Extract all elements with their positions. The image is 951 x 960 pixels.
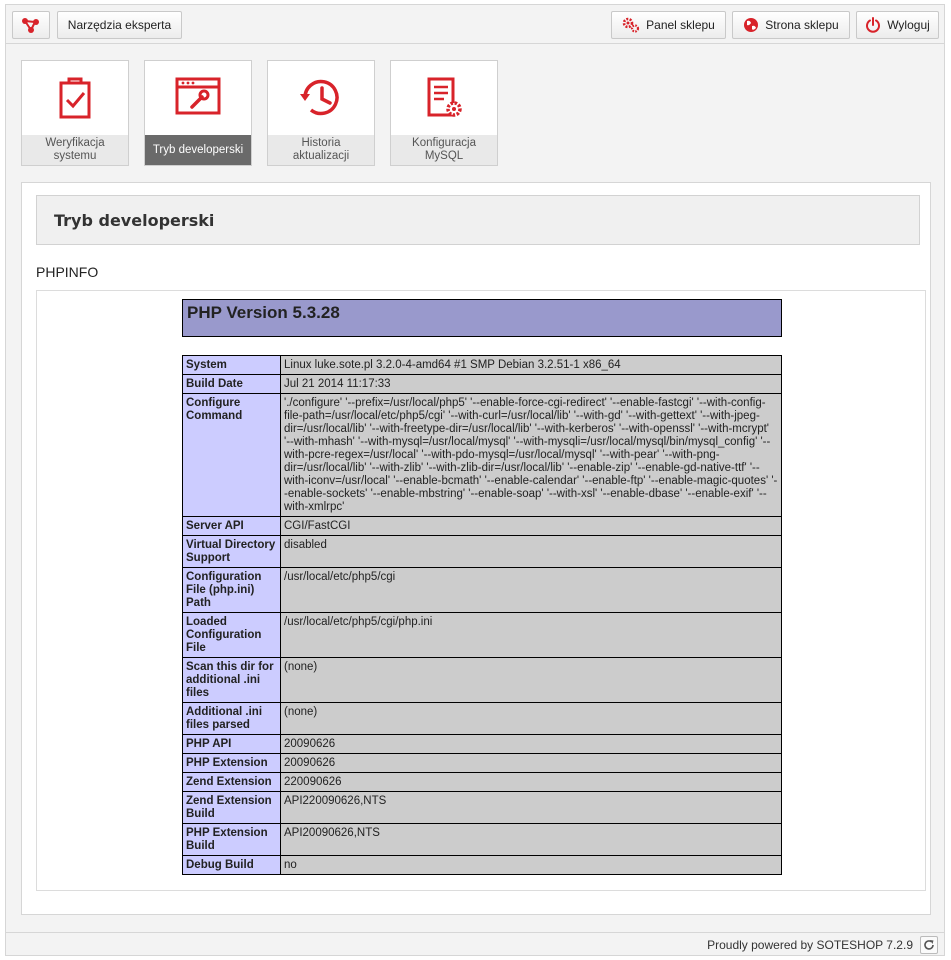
phpinfo-table xyxy=(182,355,782,875)
phpinfo-row xyxy=(183,754,782,773)
phpinfo-key: Virtual Directory Support xyxy=(183,536,281,568)
tile-label: Historia aktualizacji xyxy=(268,135,374,165)
phpinfo-value: Jul 21 2014 11:17:33 xyxy=(281,375,782,394)
gears-icon xyxy=(622,17,640,33)
shop-site-label: Strona sklepu xyxy=(765,18,839,32)
refresh-button[interactable] xyxy=(920,936,938,954)
shop-site-button[interactable] xyxy=(732,11,850,39)
phpinfo-row xyxy=(183,517,782,536)
phpinfo-row xyxy=(183,792,782,824)
phpinfo-value: (none) xyxy=(281,703,782,735)
shop-panel-button[interactable] xyxy=(611,11,726,39)
phpinfo-key: Build Date xyxy=(183,375,281,394)
tile-developer-mode[interactable] xyxy=(144,60,252,166)
phpinfo-row xyxy=(183,568,782,613)
history-icon xyxy=(297,75,345,121)
phpinfo-key: Loaded Configuration File xyxy=(183,613,281,658)
refresh-icon xyxy=(923,939,935,951)
expert-tools-button[interactable] xyxy=(57,11,182,39)
tile-mysql-config[interactable] xyxy=(390,60,498,166)
tile-label: Tryb developerski xyxy=(145,135,251,165)
power-icon xyxy=(865,17,881,33)
phpinfo-frame[interactable] xyxy=(36,290,926,891)
phpinfo-key: PHP Extension Build xyxy=(183,824,281,856)
top-toolbar xyxy=(5,4,945,44)
logo-button[interactable] xyxy=(12,11,50,39)
phpinfo-row xyxy=(183,735,782,754)
tile-label: Weryfikacja systemu xyxy=(22,135,128,165)
tile-label: Konfiguracja MySQL xyxy=(391,135,497,165)
phpinfo-key: Debug Build xyxy=(183,856,281,875)
footer xyxy=(5,932,945,956)
phpinfo-row xyxy=(183,824,782,856)
phpinfo-row xyxy=(183,613,782,658)
phpinfo-key: Zend Extension xyxy=(183,773,281,792)
phpinfo-value: /usr/local/etc/php5/cgi/php.ini xyxy=(281,613,782,658)
tile-system-verification[interactable] xyxy=(21,60,129,166)
phpinfo-value: 20090626 xyxy=(281,754,782,773)
phpinfo-value: (none) xyxy=(281,658,782,703)
phpinfo-value: './configure' '--prefix=/usr/local/php5' '--enable-force-cgi-redirect' '--enable-fastcgi' '--with-config-file-path=/usr/local/etc/php5/cgi' '--with-curl=/usr/local/lib' '--with-gd' '--with-gettext' '--with-jpeg-dir=/usr/local/lib' '--with-freetype-dir=/usr/local/lib' '--with-kerberos' '--with-openssl' '--with-mcrypt' '--with-mhash' '--with-mysql=/usr/local/mysql' '--with-mysqli=/usr/local/mysql/bin/mysql_config' '--with-pcre-regex=/usr/local' '--with-pdo-mysql=/usr/local/mysql' '--with-pear' '--with-png-dir=/usr/local/lib' '--with-zlib' '--with-zlib-dir=/usr/local/lib' '--enable-zip' '--enable-gd-native-ttf' '--with-iconv=/usr/local' '--enable-bcmath' '--enable-calendar' '--enable-ftp' '--enable-magic-quotes' '--enable-sockets' '--enable-mbstring' '--enable-soap' '--with-xsl' '--enable-dbase' '--enable-exif' '--with-xmlrpc' xyxy=(281,394,782,517)
phpinfo-row xyxy=(183,703,782,735)
php-version-header: PHP Version 5.3.28 xyxy=(182,299,782,337)
phpinfo-value: API20090626,NTS xyxy=(281,824,782,856)
logout-label: Wyloguj xyxy=(887,18,930,32)
clipboard-check-icon xyxy=(53,75,97,121)
phpinfo-row xyxy=(183,773,782,792)
phpinfo-row xyxy=(183,856,782,875)
phpinfo-key: Zend Extension Build xyxy=(183,792,281,824)
phpinfo-key: PHP Extension xyxy=(183,754,281,773)
phpinfo-key: Scan this dir for additional .ini files xyxy=(183,658,281,703)
powered-by-text: Proudly powered by SOTESHOP 7.2.9 xyxy=(707,938,913,952)
phpinfo-value: no xyxy=(281,856,782,875)
phpinfo-key: Configuration File (php.ini) Path xyxy=(183,568,281,613)
phpinfo-value: /usr/local/etc/php5/cgi xyxy=(281,568,782,613)
phpinfo-key: Additional .ini files parsed xyxy=(183,703,281,735)
phpinfo-row xyxy=(183,394,782,517)
phpinfo-row xyxy=(183,658,782,703)
phpinfo-row xyxy=(183,536,782,568)
phpinfo-row xyxy=(183,375,782,394)
document-gear-icon xyxy=(422,75,466,121)
expert-tools-label: Narzędzia eksperta xyxy=(67,18,172,32)
phpinfo-key: Configure Command xyxy=(183,394,281,517)
phpinfo-value: CGI/FastCGI xyxy=(281,517,782,536)
browser-wrench-icon xyxy=(174,75,222,119)
phpinfo-value: 20090626 xyxy=(281,735,782,754)
main-content xyxy=(5,44,945,932)
globe-icon xyxy=(743,17,759,33)
tile-update-history[interactable] xyxy=(267,60,375,166)
phpinfo-value: 220090626 xyxy=(281,773,782,792)
developer-mode-panel xyxy=(21,182,931,915)
phpinfo-value: API220090626,NTS xyxy=(281,792,782,824)
phpinfo-key: PHP API xyxy=(183,735,281,754)
shop-panel-label: Panel sklepu xyxy=(646,18,715,32)
phpinfo-section-label: PHPINFO xyxy=(36,264,99,280)
phpinfo-key: Server API xyxy=(183,517,281,536)
share-nodes-icon xyxy=(22,17,40,33)
phpinfo-value: disabled xyxy=(281,536,782,568)
panel-title: Tryb developerski xyxy=(36,195,920,245)
logout-button[interactable] xyxy=(856,11,939,39)
phpinfo-key: System xyxy=(183,356,281,375)
phpinfo-row xyxy=(183,356,782,375)
phpinfo-value: Linux luke.sote.pl 3.2.0-4-amd64 #1 SMP Debian 3.2.51-1 x86_64 xyxy=(281,356,782,375)
